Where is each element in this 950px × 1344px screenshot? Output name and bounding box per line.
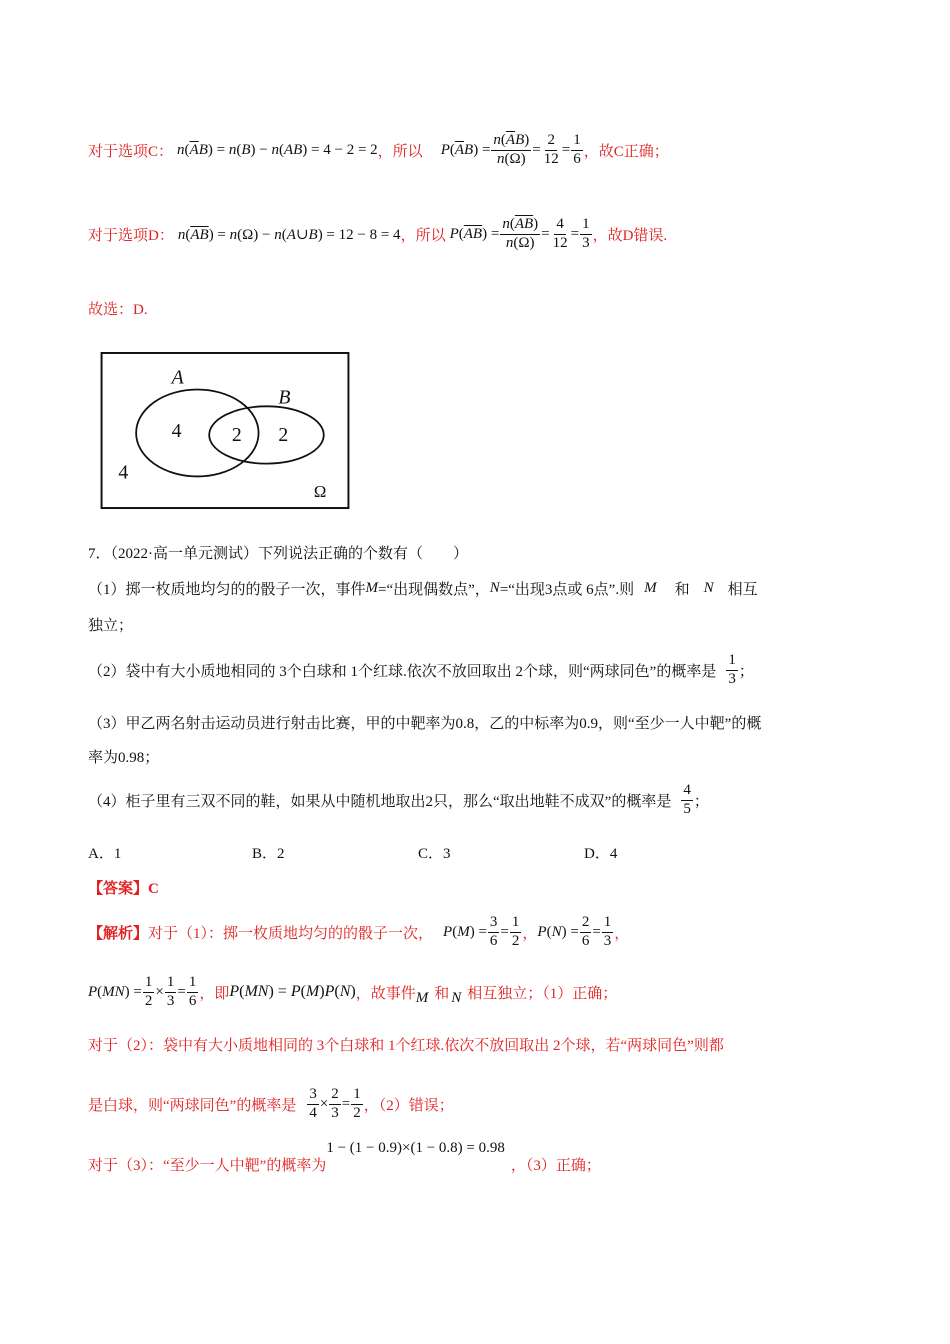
venn-circle-b — [209, 406, 324, 463]
q7-s1-n: N — [489, 580, 500, 596]
analysis-line-3: 对于（2）：袋中有大小质地相同的 3个白球和 1个红球.依次不放回取出 2个球，若“两球同色”则都 — [88, 1038, 724, 1054]
option-c-frac2-num: 2 — [545, 133, 557, 151]
analysis-l4-times: × — [319, 1095, 329, 1112]
q7-option-a: A．1 — [88, 846, 122, 862]
q7-statement-1-cont: 独立； — [88, 618, 134, 634]
analysis-l1-f3-den: 6 — [581, 932, 590, 949]
analysis-l2-m: M — [415, 989, 429, 1006]
analysis-line-5 — [88, 1140, 601, 1174]
q7-s4-den: 5 — [683, 800, 691, 817]
analysis-l4-f2-den: 3 — [331, 1104, 339, 1121]
q7-option-c: C．3 — [418, 846, 451, 862]
option-c-mid: ，所以 — [377, 143, 423, 160]
answer-label: 【答案】C — [88, 881, 159, 897]
venn-both: 2 — [231, 423, 242, 446]
analysis-l4-f2-num: 2 — [329, 1087, 341, 1105]
option-d-frac2-den: 12 — [552, 234, 568, 251]
q7-statement-2 — [88, 648, 754, 692]
analysis-l1-text: 对于（1）：掷一枚质地均匀的的骰子一次， — [148, 925, 434, 942]
analysis-l2-mid: ，即 — [199, 985, 230, 1002]
option-c-line — [88, 128, 669, 172]
analysis-l2-f1-num: 1 — [143, 975, 155, 993]
analysis-l1-f2-den: 2 — [511, 932, 520, 949]
analysis-l1-f4-den: 3 — [603, 932, 612, 949]
option-d-prefix: 对于选项D： — [88, 227, 174, 244]
option-c-frac2-den: 12 — [543, 150, 559, 167]
analysis-l2-n: N — [451, 989, 462, 1006]
venn-diagram — [100, 352, 350, 510]
option-c-suffix: ，故C正确； — [583, 143, 669, 160]
venn-universe-label: Ω — [313, 482, 327, 502]
q7-s1-m: M — [365, 580, 379, 596]
q7-s1-m2: M — [644, 580, 657, 596]
analysis-l5-text: 对于（3）：“至少一人中靶”的概率为 — [88, 1158, 327, 1174]
q7-s1-part4: 相互 — [727, 582, 758, 598]
q7-statement-4 — [88, 778, 709, 822]
q7-header: 7．（2022·高一单元测试）下列说法正确的个数有（ ） — [88, 546, 468, 562]
analysis-l4-f1-den: 4 — [309, 1104, 317, 1121]
q7-s4-fraction — [681, 783, 693, 818]
q7-statement-1 — [88, 578, 758, 599]
venn-only-a: 4 — [171, 419, 182, 442]
analysis-l2-f1-den: 2 — [144, 992, 153, 1009]
q7-option-d: D．4 — [584, 846, 618, 862]
venn-label-b: B — [278, 386, 291, 409]
q7-s2-fraction — [726, 653, 738, 688]
analysis-l2-f2-den: 3 — [166, 992, 175, 1009]
q7-option-b: B．2 — [252, 846, 285, 862]
venn-outside: 4 — [118, 461, 129, 484]
option-d-frac3-num: 1 — [580, 217, 592, 235]
option-c-prefix: 对于选项C： — [88, 143, 174, 160]
analysis-l4-expr: $\frac{3}{4}$ × $\frac{2}{3}$ = $\frac{1}{2}$ — [309, 1085, 361, 1121]
analysis-l2-end: 相互独立；（1）正确； — [467, 985, 618, 1002]
conclusion-text: 故选：D. — [88, 302, 148, 318]
analysis-tag: 【解析】 — [88, 925, 149, 942]
option-c-frac3-den: 6 — [573, 150, 581, 167]
option-d-frac2-num: 4 — [554, 217, 566, 235]
analysis-l5-expr: 1 − (1 − 0.9)×(1 − 0.8) = 0.98 — [326, 1140, 505, 1156]
analysis-l4-text: 是白球，则“两球同色”的概率是 — [88, 1097, 297, 1114]
q7-s1-part3: =“出现3点或 6点”.则 — [499, 582, 635, 598]
q7-s1-n2: N — [703, 580, 714, 596]
analysis-pm-expr: P(M) = $\frac{3}{6}$ = $\frac{1}{2}$ — [443, 913, 520, 949]
q7-s4-num: 4 — [681, 783, 693, 801]
analysis-l2-eq: P(MN) = P(M)P(N) — [229, 983, 356, 1000]
option-c-frac3-num: 1 — [571, 133, 583, 151]
option-c-count-expr: $n(\overline{A}B) = n(B) - n(AB) = 4 - 2 = 2$ — [177, 141, 378, 158]
option-d-prob-expr: $P(\overline{A}\overline{B})$ = $\frac{n(\overline{A}\overline{B})}{n(\Omega)}$ = $\frac{4}{12}$ = $\frac{1}{3}$ — [449, 215, 590, 251]
analysis-l1-f2-num: 1 — [510, 915, 522, 933]
option-d-mid: ，所以 — [400, 227, 446, 244]
venn-universe-rect — [102, 353, 349, 508]
analysis-l2-f2-num: 1 — [165, 975, 177, 993]
q7-s1-part2: =“出现偶数点”， — [378, 582, 490, 598]
q7-s1-and: 和 — [674, 582, 690, 598]
q7-s4-end: ； — [693, 793, 709, 810]
analysis-l1-f4-num: 1 — [602, 915, 614, 933]
analysis-l5-end: ，（3）正确； — [510, 1158, 601, 1174]
analysis-l1-f1-num: 3 — [488, 915, 500, 933]
analysis-line-4 — [88, 1082, 454, 1126]
analysis-l2-text: ，故事件 — [355, 985, 416, 1002]
q7-s4-text: （4）柜子里有三双不同的鞋，如果从中随机地取出2只，那么“取出地鞋不成双”的概率是 — [88, 793, 672, 810]
option-d-line — [88, 212, 667, 256]
analysis-l4-end: ，（2）错误； — [363, 1097, 454, 1114]
analysis-l1-f1-den: 6 — [489, 932, 498, 949]
venn-only-b: 2 — [278, 423, 289, 446]
analysis-l4-f3-den: 2 — [353, 1104, 361, 1121]
analysis-line-2 — [88, 970, 617, 1014]
analysis-pmn-expr: P(MN) = $\frac{1}{2}$ × $\frac{1}{3}$ = $\frac{1}{6}$ — [88, 973, 197, 1009]
analysis-l2-f3-den: 6 — [188, 992, 197, 1009]
analysis-l4-f3-num: 1 — [351, 1087, 363, 1105]
analysis-l2-f3-num: 1 — [187, 975, 199, 993]
analysis-l4-f1-num: 3 — [307, 1087, 319, 1105]
option-d-suffix: ，故D错误. — [592, 227, 668, 244]
q7-statement-3-cont: 率为0.98； — [88, 750, 160, 766]
option-d-frac3-den: 3 — [582, 234, 590, 251]
venn-label-a: A — [171, 366, 184, 389]
q7-statement-3: （3）甲乙两名射击运动员进行射击比赛，甲的中靶率为0.8，乙的中标率为0.9，则“至少一人中靶”的概 — [88, 716, 762, 732]
analysis-line-1: 【解析】 对于（1）：掷一枚质地均匀的的骰子一次， P(M) = $\frac{3}{6}$ = $\frac{1}{2}$ ， P(N) = $\frac{2}{6}$ = $\frac{1}{3}$ ， — [88, 913, 630, 949]
analysis-l2-and: 和 — [434, 985, 450, 1002]
q7-s2-end: ； — [738, 663, 754, 680]
q7-s2-den: 3 — [728, 670, 736, 687]
analysis-l2-times: × — [155, 983, 164, 1000]
q7-s2-num: 1 — [726, 653, 738, 671]
analysis-l1-f3-num: 2 — [580, 915, 592, 933]
q7-s2-text: （2）袋中有大小质地相同的 3个白球和 1个红球.依次不放回取出 2个球，则“两球同色”的概率是 — [88, 663, 717, 680]
q7-s1-part1: （1）掷一枚质地均匀的的骰子一次，事件 — [88, 582, 366, 598]
option-d-count-expr: $n(\overline{A}\overline{B}) = n(\Omega)$ − n(A∪B) = 12 − 8 = 4 — [177, 226, 401, 243]
analysis-pn-expr: P(N) = $\frac{2}{6}$ = $\frac{1}{3}$ — [537, 913, 612, 949]
option-c-prob-expr: $P(\overline{A}B)$ = $\frac{n(\overline{A}B)}{n(\Omega)}$ = $\frac{2}{12}$ = $\frac{1}{6}$ — [440, 131, 581, 167]
